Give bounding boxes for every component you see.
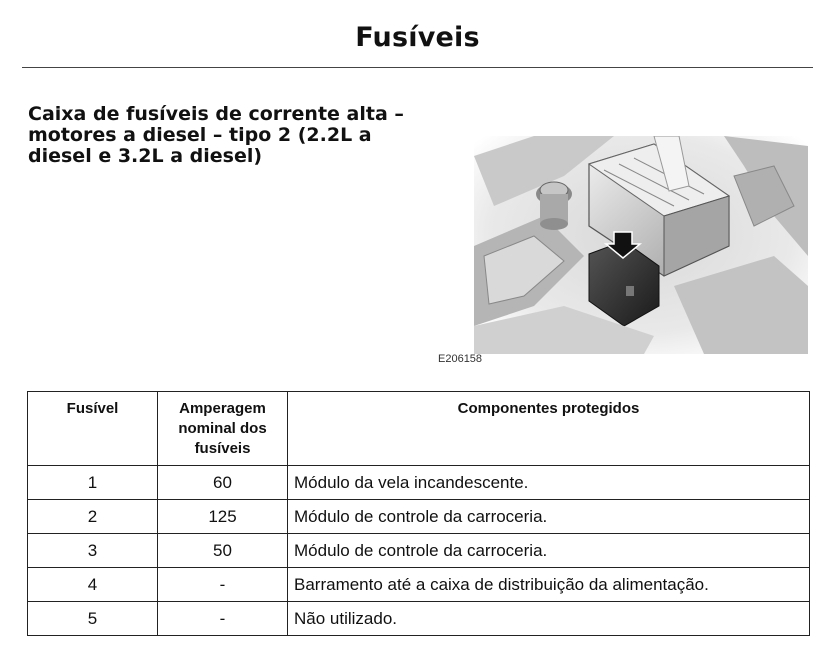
cell-amperage: 125 bbox=[158, 500, 288, 534]
cell-amperage: 50 bbox=[158, 534, 288, 568]
header-amperage: Amperagem nominal dos fusíveis bbox=[158, 392, 288, 466]
cell-amperage: - bbox=[158, 602, 288, 636]
cell-components: Módulo da vela incandescente. bbox=[288, 466, 810, 500]
header-fuse: Fusível bbox=[28, 392, 158, 466]
figure-code: E206158 bbox=[438, 353, 483, 365]
table-row bbox=[28, 466, 810, 500]
cell-components: Módulo de controle da carroceria. bbox=[288, 500, 810, 534]
cell-fuse: 4 bbox=[28, 568, 158, 602]
cell-fuse: 3 bbox=[28, 534, 158, 568]
fuse-table bbox=[27, 391, 810, 636]
title-divider bbox=[22, 67, 813, 68]
cell-components: Módulo de controle da carroceria. bbox=[288, 534, 810, 568]
page-title: Fusíveis bbox=[355, 22, 480, 53]
cell-fuse: 5 bbox=[28, 602, 158, 636]
table-row bbox=[28, 602, 810, 636]
cell-fuse: 2 bbox=[28, 500, 158, 534]
cell-amperage: 60 bbox=[158, 466, 288, 500]
table-header-row bbox=[28, 392, 810, 466]
cell-components: Não utilizado. bbox=[288, 602, 810, 636]
engine-bay-illustration bbox=[474, 136, 808, 354]
table-row bbox=[28, 534, 810, 568]
header-components: Componentes protegidos bbox=[288, 392, 810, 466]
table-row bbox=[28, 500, 810, 534]
cell-fuse: 1 bbox=[28, 466, 158, 500]
section-heading: Caixa de fusíveis de corrente alta – motores a diesel – tipo 2 (2.2L a diesel e 3.2L a diesel) bbox=[28, 103, 404, 167]
cell-components: Barramento até a caixa de distribuição da alimentação. bbox=[288, 568, 810, 602]
table-row bbox=[28, 568, 810, 602]
cell-amperage: - bbox=[158, 568, 288, 602]
